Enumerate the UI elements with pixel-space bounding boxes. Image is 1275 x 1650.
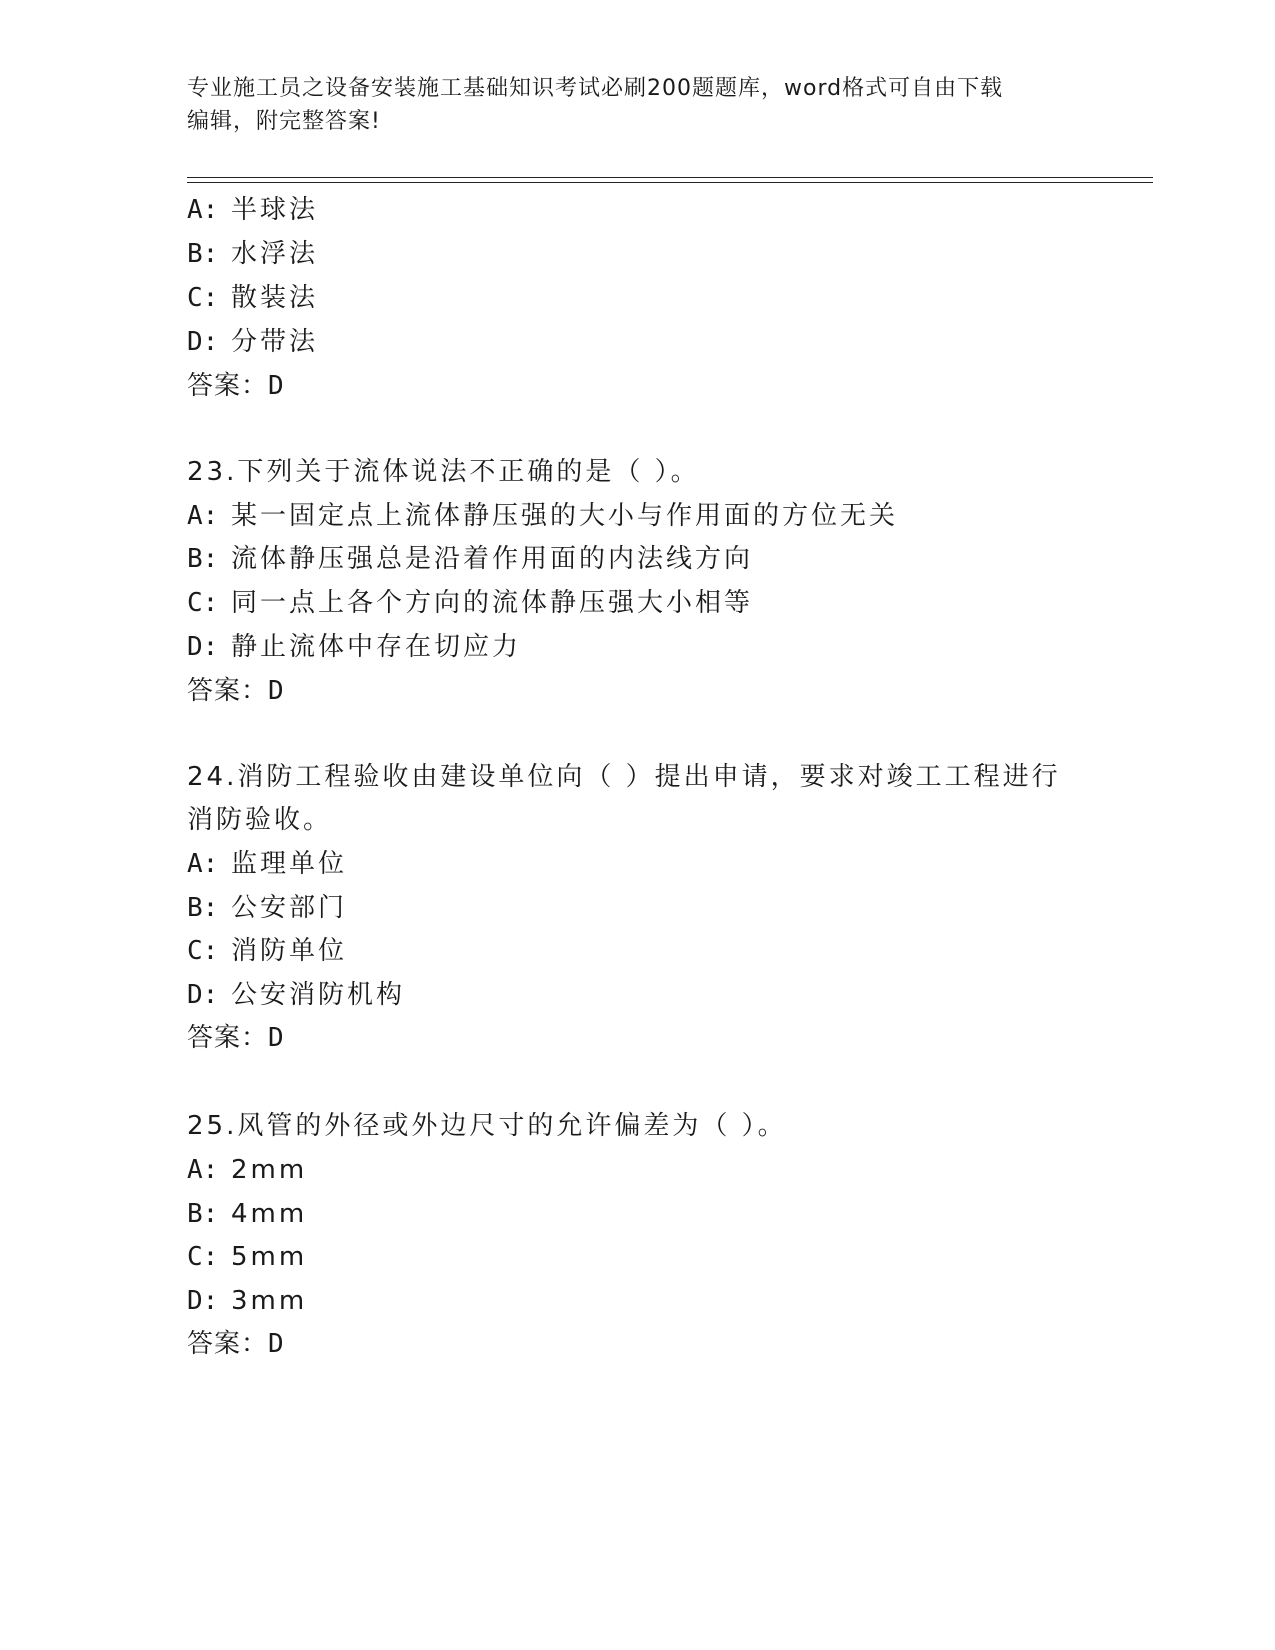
option-d <box>187 630 521 664</box>
option-b <box>187 891 347 925</box>
option-d <box>187 325 318 359</box>
option-text: 某一固定点上流体静压强的大小与作用面的方位无关 <box>231 501 899 531</box>
answer-line <box>187 674 285 708</box>
answer-label: 答案： <box>187 1023 269 1053</box>
option-label: A: <box>187 195 219 225</box>
option-text: 2mm <box>231 1155 308 1185</box>
option-label: D: <box>187 1286 219 1316</box>
option-label: C: <box>187 936 219 966</box>
option-text: 消防单位 <box>231 936 348 966</box>
option-label: C: <box>187 283 219 313</box>
option-label: C: <box>187 588 219 618</box>
option-label: C: <box>187 1242 219 1272</box>
question-text-line-1: 24.消防工程验收由建设单位向（ ）提出申请，要求对竣工工程进行 <box>187 762 1061 792</box>
answer-label: 答案： <box>187 371 269 401</box>
answer-value: D <box>268 371 285 401</box>
option-text: 静止流体中存在切应力 <box>231 632 522 662</box>
option-a <box>187 1153 307 1187</box>
answer-value: D <box>268 676 285 706</box>
question-text: 25.风管的外径或外边尺寸的允许偏差为（ ）。 <box>187 1111 787 1141</box>
option-text: 半球法 <box>231 195 319 225</box>
option-b <box>187 1197 307 1231</box>
option-label: B: <box>187 1199 219 1229</box>
option-b <box>187 542 753 576</box>
option-c <box>187 586 753 620</box>
option-text: 3mm <box>231 1286 308 1316</box>
option-d <box>187 1284 307 1318</box>
option-text: 5mm <box>231 1242 308 1272</box>
option-label: A: <box>187 501 219 531</box>
document-header <box>187 72 1087 138</box>
option-a <box>187 847 347 881</box>
option-d <box>187 978 405 1012</box>
option-label: B: <box>187 544 219 574</box>
option-label: A: <box>187 849 219 879</box>
option-a <box>187 499 898 533</box>
answer-line <box>187 1021 285 1055</box>
answer-line <box>187 369 285 403</box>
option-label: D: <box>187 632 219 662</box>
option-label: D: <box>187 327 219 357</box>
option-label: B: <box>187 893 219 923</box>
option-c <box>187 1240 307 1274</box>
answer-value: D <box>268 1023 285 1053</box>
option-text: 4mm <box>231 1199 308 1229</box>
option-b <box>187 237 318 271</box>
option-text: 公安部门 <box>231 893 348 923</box>
option-c <box>187 281 318 315</box>
question-text-line-2: 消防验收。 <box>187 805 333 835</box>
answer-line <box>187 1327 285 1361</box>
header-line-2: 编辑，附完整答案! <box>187 109 381 134</box>
option-text: 监理单位 <box>231 849 348 879</box>
header-divider-bottom <box>187 182 1153 183</box>
question-text: 23.下列关于流体说法不正确的是（ ）。 <box>187 457 700 487</box>
option-text: 流体静压强总是沿着作用面的内法线方向 <box>231 544 754 574</box>
header-line-1: 专业施工员之设备安装施工基础知识考试必刷200题题库，word格式可自由下载 <box>187 76 1004 101</box>
header-divider-top <box>187 177 1153 178</box>
answer-label: 答案： <box>187 676 269 706</box>
option-text: 公安消防机构 <box>231 980 406 1010</box>
option-text: 同一点上各个方向的流体静压强大小相等 <box>231 588 754 618</box>
answer-value: D <box>268 1329 285 1359</box>
option-label: B: <box>187 239 219 269</box>
option-c <box>187 934 347 968</box>
option-text: 分带法 <box>231 327 319 357</box>
option-a <box>187 193 318 227</box>
answer-label: 答案： <box>187 1329 269 1359</box>
option-label: D: <box>187 980 219 1010</box>
option-text: 散装法 <box>231 283 319 313</box>
option-text: 水浮法 <box>231 239 319 269</box>
option-label: A: <box>187 1155 219 1185</box>
